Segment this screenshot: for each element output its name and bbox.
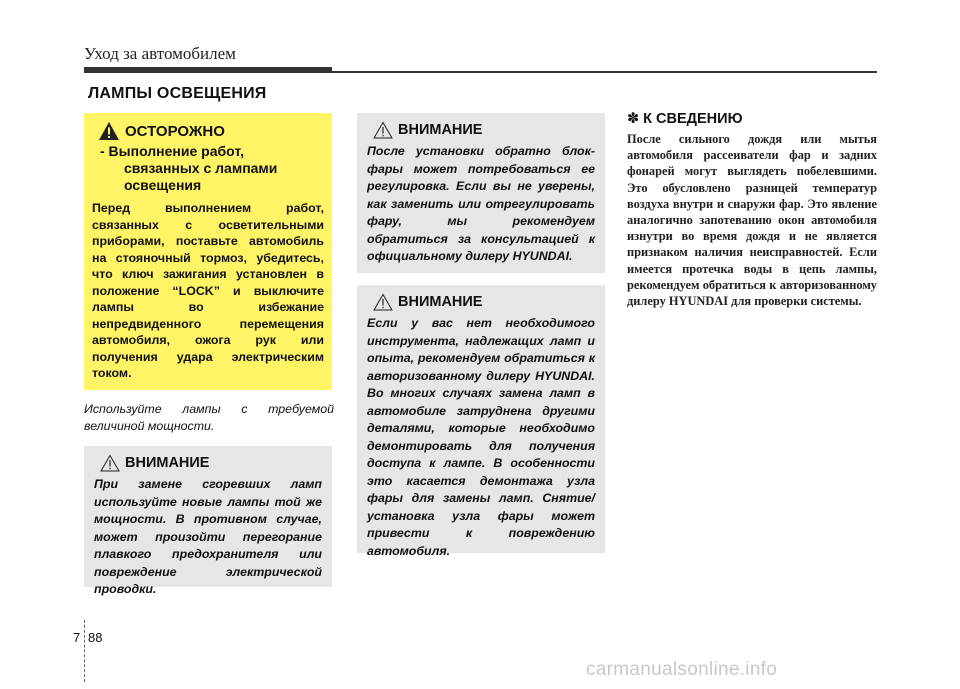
chapter-number: 7 (73, 630, 81, 645)
notice-body: После установки обратно блок-фары может потребоваться ее регулировка. Если вы не уверены, как заменить или отрегулировать фару, мы рекомендуем обратиться за консультацией к официальному дилеру HYUNDAI. (367, 144, 595, 263)
chapter-header-title: Уход за автомобилем (84, 44, 236, 63)
notice-title: ВНИМАНИЕ (398, 122, 483, 138)
caution-subtitle-line3: освещения (124, 177, 202, 193)
section-title: ЛАМПЫ ОСВЕЩЕНИЯ (88, 85, 267, 102)
notice-title: ВНИМАНИЕ (398, 294, 483, 310)
notice-title: ВНИМАНИЕ (125, 455, 210, 471)
warning-triangle-icon (373, 121, 393, 139)
bulb-wattage-caption: Используйте лампы с требуемой величиной мощности. (84, 402, 334, 433)
page-number: 88 (88, 630, 103, 645)
caution-heading (98, 121, 324, 141)
watermark: carmanualsonline.info (586, 659, 778, 680)
page-number-divider (84, 620, 85, 682)
info-body: После сильного дождя или мытья автомобиля рассеиватели фар и задних фонарей могут выглядеть побелевшими. Это обусловлено разницей температур воздуха внутри и снаружи фар. Это явление аналогично запотеванию окон автомобиля изнутри во время дождя и не является признаком наличия неисправностей. Если имеется протечка воды в цепь лампы, рекомендуем обратиться к авторизованному дилеру HYUNDAI для проверки системы. (627, 132, 877, 309)
warning-triangle-icon (98, 121, 120, 141)
notice-heading (373, 293, 595, 311)
notice-box-headlamp-aiming (357, 113, 605, 273)
notice-heading (373, 121, 595, 139)
warning-triangle-icon (373, 293, 393, 311)
caution-body: Перед выполнением работ, связанных с осветительными приборами, поставьте автомобиль на стояночный тормоз, убедитесь, что ключ зажигания установлен в положение “LOCK” и выключите лампы во избежание непредвиденного перемещения автомобиля, ожога рук или получения удара электрическим током. (92, 201, 324, 380)
notice-heading (100, 454, 322, 472)
caution-box (84, 113, 332, 390)
notice-body: Если у вас нет необходимого инструмента, надлежащих ламп и опыта, рекомендуем обратиться к авторизованному дилеру HYUNDAI. Во многих случаях замена ламп в автомобиле затруднена другими деталями, которые необходимо демонтировать для получения доступа к лампе. В особенности это касается демонтажа узла фары для замены ламп. Снятие/установка узла фары может привести к повреждению автомобиля. (367, 316, 595, 558)
caution-subtitle (100, 143, 324, 194)
caution-subtitle-line1: - Выполнение работ, (100, 143, 245, 159)
notice-body: При замене сгоревших ламп используйте новые лампы той же мощности. В противном случае, может произойти перегорание плавкого предохранителя или повреждение электрической проводки. (94, 477, 322, 596)
notice-box-bulb-replacement (84, 446, 332, 596)
notice-box-dealer-service (357, 285, 605, 558)
warning-triangle-icon (100, 454, 120, 472)
caution-subtitle-line2: связанных с лампами (124, 160, 278, 176)
header-rule-thick (84, 67, 332, 73)
info-title: ✽ К СВЕДЕНИЮ (627, 111, 743, 127)
header-rule-thin (332, 71, 877, 73)
caution-title: ОСТОРОЖНО (125, 122, 225, 140)
